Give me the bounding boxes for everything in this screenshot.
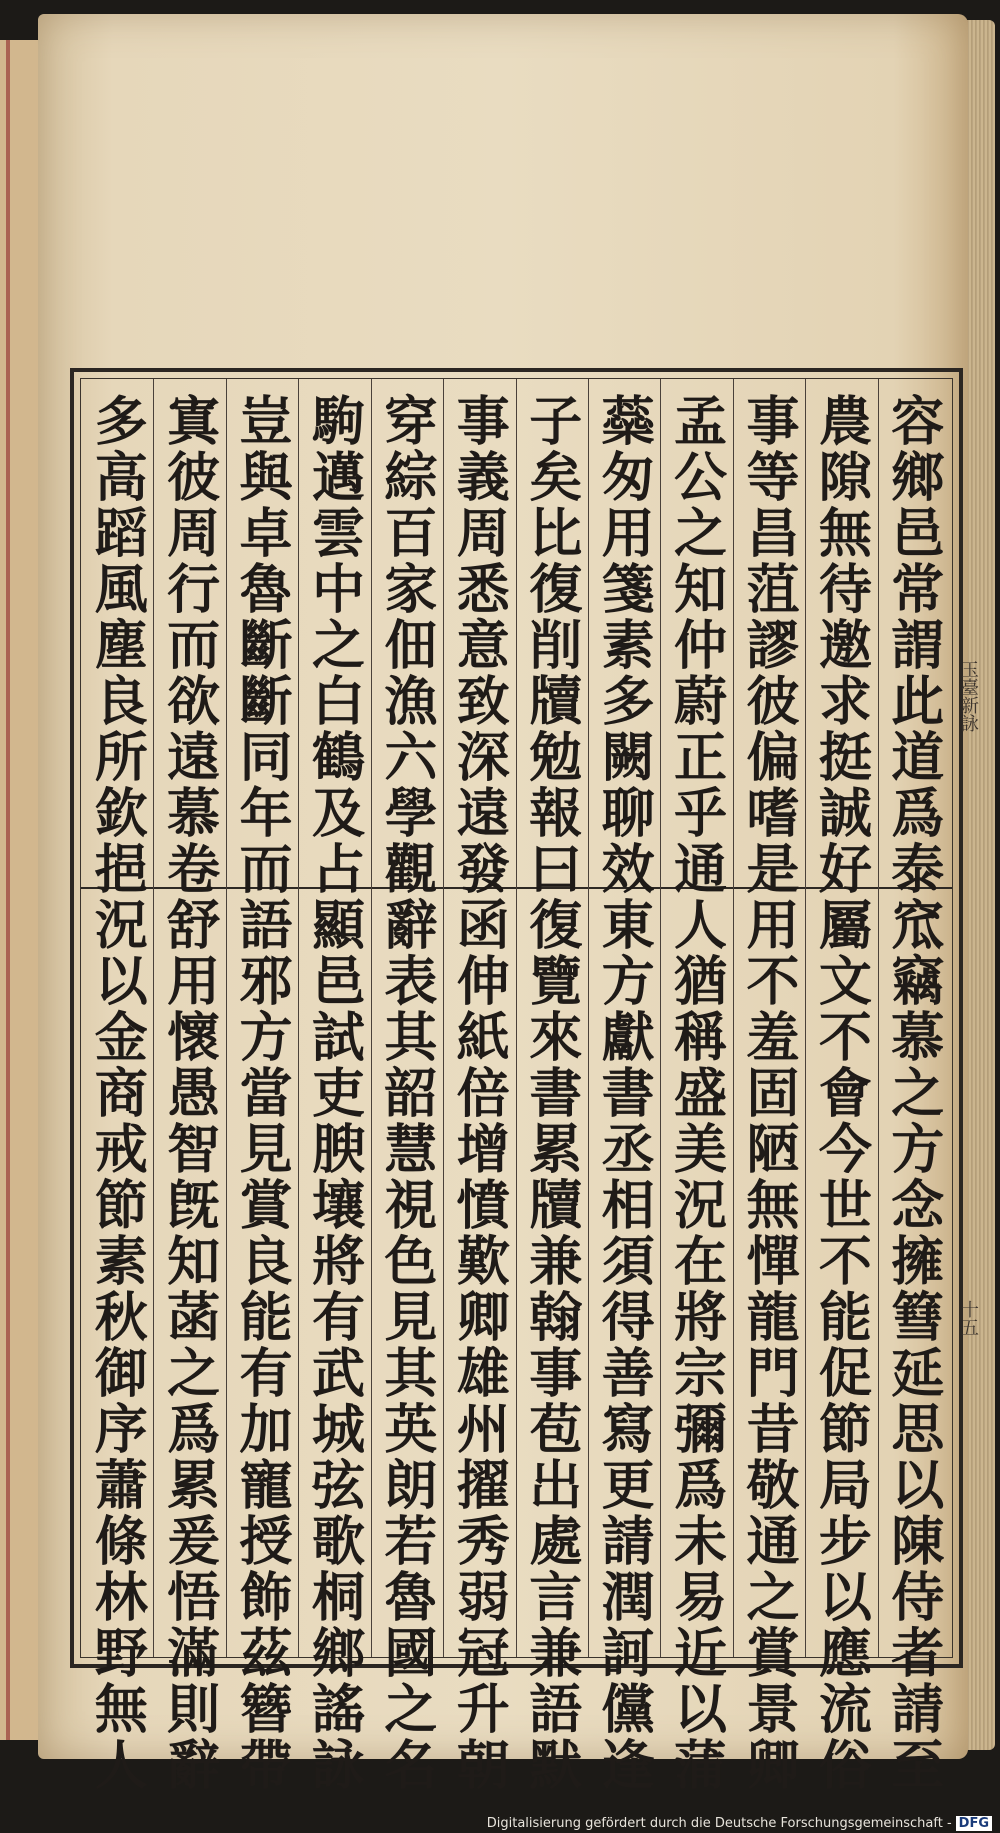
page-stack-edge	[965, 20, 995, 1750]
text-column-11: 寘彼周行而欲遠慕卷舒用懷愚智旣知菡之爲累爰悟滿則辭	[158, 393, 221, 1793]
text-column-1: 容鄉邑常謂此道爲泰窊竊慕之方念擁篲延思以陳侍者請至	[882, 393, 945, 1793]
inner-border	[80, 378, 953, 1793]
text-column-6: 子矣比復削牘勉報曰復覽來書累牘兼翰事苞出處言兼語默	[520, 393, 583, 1793]
text-column-3: 事等昌菹謬彼偏嗜是用不羞固陋無憚龍門昔敬通之賞景卿	[737, 393, 800, 1793]
text-column-5: 蘂匆用箋素多闕聊效東方獻書丞相須得善寫更請潤訶儻逢	[593, 393, 656, 1793]
credit-text: Digitalisierung gefördert durch die Deutsche Forschungsgemeinschaft -	[486, 1816, 952, 1831]
text-frame	[70, 368, 963, 1793]
margin-title: 玉臺新詠	[958, 660, 979, 732]
digitization-credit	[487, 1816, 992, 1831]
dfg-logo: DFG	[956, 1816, 992, 1831]
text-column-4: 孟公之知仲蔚正乎通人猶稱盛美況在將宗彌爲未易近以蒲	[665, 393, 728, 1793]
folio-number: 十五	[958, 1300, 979, 1336]
binding-edge	[6, 40, 10, 1740]
text-column-12: 多高蹈風塵良所欽挹況以金商戒節素秋御序蕭條林野無人	[86, 393, 149, 1793]
text-column-10: 豈與卓魯斷斷同年而語邪方當見賞良能有加寵授飾茲簪帶	[231, 393, 294, 1793]
text-column-2: 農隙無待邀求挺誠好屬文不會今世不能促節局步以應流俗	[810, 393, 873, 1793]
text-column-8: 穿綜百家佃漁六學觀辭表其韶慧視色見其英朗若魯國之名	[375, 393, 438, 1793]
text-column-7: 事義周悉意致深遠發函伸紙倍增憤歎卿雄州擢秀弱冠升朝	[448, 393, 511, 1793]
text-column-9: 駒邁雲中之白鶴及占顯邑試吏腴壤將有武城弦歌桐鄉謠詠	[303, 393, 366, 1793]
